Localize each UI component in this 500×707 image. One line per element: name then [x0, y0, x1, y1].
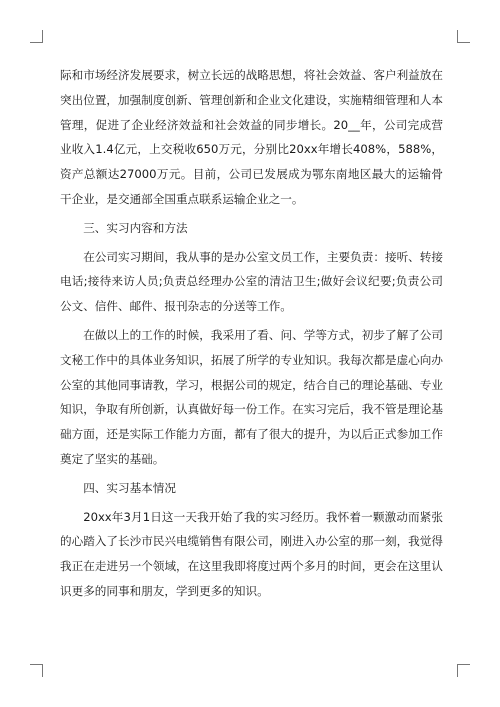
crop-mark-top-left: [30, 30, 43, 43]
document-body: [60, 63, 443, 604]
paragraph-internship-start: 20xx年3月1日这一天我开始了我的实习经历。我怀着一颗激动而紧张的心踏入了长沙市民兴电缆销售有限公司，刚进入办公室的那一刻，我觉得我正在走进另一个领域，在这里我即将度过两个多月的时间，更会在这里认识更多的同事和朋友，学到更多的知识。: [60, 509, 443, 598]
paragraph-job-duties: 在公司实习期间，我从事的是办公室文员工作，主要负责：接听、转接电话;接待来访人员;负责总经理办公室的清洁卫生;做好会议纪要;负责公司公文、信件、邮件、报刊杂志的分送等工作。: [60, 249, 443, 314]
section-heading-internship-basics: 四、实习基本情况: [83, 480, 176, 495]
paragraph-work-methods: 在做以上的工作的时候，我采用了看、问、学等方式，初步了解了公司文秘工作中的具体业务知识，拓展了所学的专业知识。我每次都是虚心向办公室的其他同事请教，学习，根据公司的规定，结合自己的理论基础、专业知识，争取有所创新，认真做好每一份工作。在实习完后，我不管是理论基础方面，还是实际工作能力方面，都有了很大的提升，为以后正式参加工作奠定了坚实的基础。: [60, 327, 443, 466]
crop-mark-bottom-right: [457, 664, 470, 677]
crop-mark-bottom-left: [30, 664, 43, 677]
crop-mark-top-right: [457, 30, 470, 43]
paragraph-company-overview: 际和市场经济发展要求，树立长远的战略思想，将社会效益、客户利益放在突出位置，加强制度创新、管理创新和企业文化建设，实施精细管理和人本管理，促进了企业经济效益和社会效益的同步增长。20__年，公司完成营业收入1.4亿元，上交税收650万元，分别比20xx年增长408%，588%，资产总额达27000万元。目前，公司已发展成为鄂东南地区最大的运输骨干企业，是交通部全国重点联系运输企业之一。: [60, 68, 443, 206]
section-heading-internship-content: 三、实习内容和方法: [83, 220, 188, 235]
